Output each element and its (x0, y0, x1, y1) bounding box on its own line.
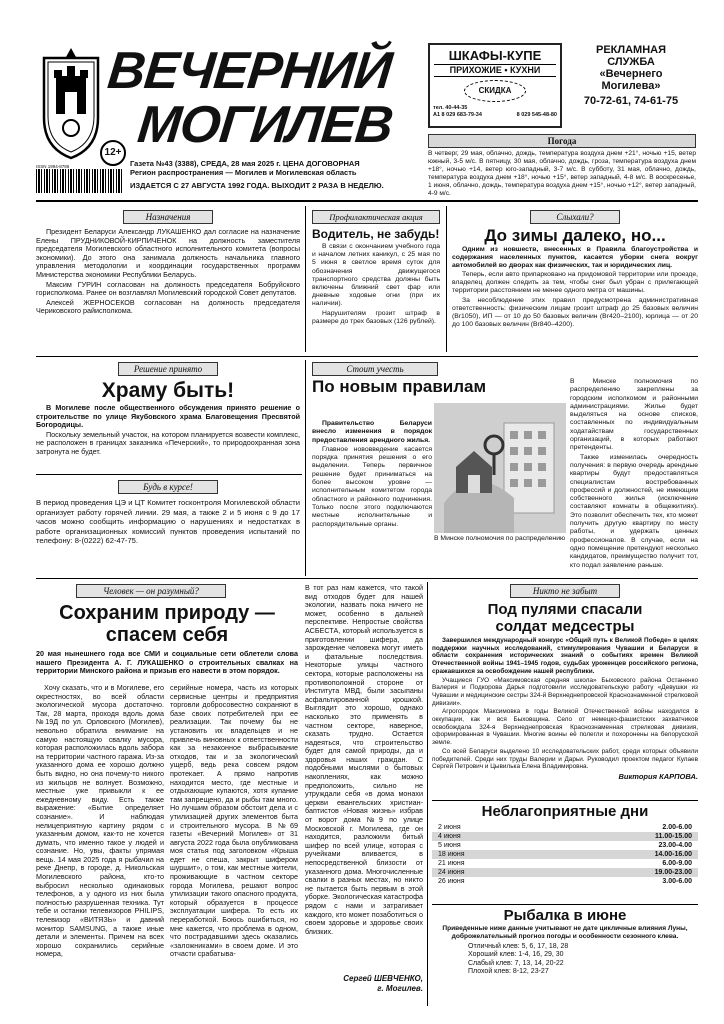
ad-line1: ШКАФЫ-КУПЕ (448, 48, 542, 63)
fishing-list (432, 943, 698, 977)
rules-lead: Правительство Беларуси внесло изменения в порядок предоставления арендного жилья. (312, 420, 432, 444)
issue-info (130, 159, 422, 177)
weather-header: Погода (428, 134, 696, 148)
forgotten-author: Виктория КАРПОВА. (618, 771, 698, 781)
nature-author-name: Сергей ШЕВЧЕНКО, (343, 974, 423, 983)
winter-p2: Теперь, если авто припарковано на придомовой территории или проезде, владелец должен следить за тем, чтобы снег был убран с прилегающей территории расстоянием не менее одного метра от машины. (452, 271, 698, 295)
bad-day-date: 21 июня (438, 860, 465, 867)
fishing-title: Рыбалка в июне (503, 907, 627, 924)
nature-col3: В тот раз нам кажется, что такой вид отходов будет для нашей экологии, назвать пока ничего не может, особенно в дальней перспективе. Непростые свойства АСБЕСТА, который используется в приготовлении шифера, да зарождение человека могут иметь и фатальные последствия. Некоторые улицы частного сектора, которые расположены на противоположной стороне от Института МВД, были засыпаны асфальтированной крошкой. Выглядит это хорошо, однако насколько это применять в частном секторе, наверное, сказать трудно. Остается надеяться, что строительство будет для самой природы, да и здоровья наших граждан. С подобными мыслями о бытовых накоплениях, как можно предположить, сильно не утруждали себя «в дома монахи церкви евангельских христиан-баптистов «Новая жизнь» избрав от ворот дома №9 по улице Московской г. Могилева, где он находится, разложили битый шифер по всей улице, которая с ручейками вливается, в непосредственной близости от указанного дома. Многочисленные свалки в разных местах, но никто не пытается быть первым в этой уборке. Экологическая катастрофа рядом с нами и затрагивает каждого, кто может позаботиться о своем здоровье и здоровье своих близких. (305, 584, 423, 936)
bad-day-time: 2.00-6.00 (662, 824, 692, 831)
appointments-p3: Алексей ЖЕРНОСЕКОВ согласован на должность председателя Чериковского райисполкома. (36, 297, 300, 316)
ad-service-line1: РЕКЛАМНАЯ (595, 44, 666, 56)
nature-col2: серийные номера, часть из которых сервисные центры и предприятия торговли добросовестно сохраняют в базе своих потребителей при ее реализации. Так почему бы не установить их владельцев и не привлечь виновных к ответственности как за незаконное выбрасывание отходов, так и за экологический ущерб, ведь река совсем рядом протекает. А прямо напротив находится место, где местные и отдыхающие купаются, хотя купание там запрещено, да и рыбы там много. Но лучшим образом обстоит дела и с утилизацией других элементов быта и строительного мусора. В №69 газеты «Вечерний Могилев» от 31 августа 2022 года была опубликована моя статья под заголовком «Крыша едет не спеша, закрыт шифером шуршит», о том, как местные жители, проживающие в частном секторе города Могилева, решают вопрос утилизации такого опасного продукта, который образуется в процессе эксплуатации шифера. То есть их переработкой. Боюсь ошибиться, но мне кажется, что проблема в одном, что пострадавшими здесь оказались «заложниками» в своем доме. И это отчасти срабатыва- (170, 684, 298, 959)
winter-p1: Одним из новшеств, внесенных в Правила благоустройства и содержания населенных пунктов, касается уборки снега вокруг автомобилей во дворах как физических, так и юридических лиц. (452, 246, 698, 270)
masthead-title-line1: ВЕЧЕРНИЙ (104, 42, 394, 100)
ad-line2: ПРИХОЖИЕ • КУХНИ (434, 64, 556, 77)
ad-discount: СКИДКА (478, 86, 512, 95)
course-article (36, 480, 300, 572)
temple-p2: Поскольку земельный участок, на котором планируется возвести комплекс, не расположен в границах заказника «Печерский», то природоохранная зона затронута не будет. (36, 429, 300, 456)
course-text: В период проведения ЦЭ и ЦТ Комитет госконтроля Могилевской области организует работу горячей линии. 29 мая, а также 2 и 5 июня с 9 до 17 часов можно сообщить информацию о нарушениях и недостатках в работе организационных комиссий пунктов проведения испытаний по телефону: 8-(0222) 62-47-75. (36, 498, 300, 546)
nature-col1: Хочу сказать, что и в Могилеве, его окрестностях, во всей области экологической мусора достаточно. Так, 28 марта, проходя вдоль дома №19Д по ул. Орловского (Могилев), невольно обратила внимание на самую настоящую свалку мусора, которая расположилась вдоль забора на территории частного гаража. Из-за указанного дома ее хорошо должно быть видно, но она почему-то никого из жильцов не волнует. Возможно, местные уже привыкли к ее ежедневному виду. Есть также выражение: «Бытие определяет сознание». И наблюдая нелицеприятную картину рядом с указанным домом, как-то не хочется думать, что именно такое у людей и сознание. Но, увы, факты упрямая вещь. 14 мая 2025 года я рыбачил на реке Днепр, в городе, д. Никольская Могилевского района, кто-то выбросил несколько одинаковых телефонов, а у одного из них была полностью разрушенная техника. Тут тебе и останки телевизоров PHILIPS, телевизор «ВИТЯЗЬ» и давний монитор SAMSUNG, а также иные детали и элементы. Причем на всех хорошо сохранились серийные номера, (36, 684, 164, 959)
fishing-label: Плохой клев: (468, 968, 513, 976)
weather-box (428, 134, 696, 204)
ad-service-phones: 70-72-61, 74-61-75 (583, 95, 679, 107)
bad-day-date: 4 июня (438, 833, 461, 840)
forgotten-tag: Никто не забыт (510, 584, 620, 598)
rules-p2: В Минске полномочия по распределению закреплены за городским исполкомом и районными администрациями. Жилье будет выделяться на основе списков, составленных по индивидуальным ходатайствам государственных организаций, в которых работают претенденты. (570, 378, 698, 452)
forgotten-p2: Агрогородок Максимовка в годы Великой Отечественной войны находился в оккупации, как и вся Быховщина. Село от немецко-фашистских захватчиков освобождала 324-я Верхнеднепровская Краснознаменная стрелковая дивизия, сформированная в Чувашии. Многие воины её полегли и похоронены на белорусской земле. (432, 708, 698, 747)
course-tag: Будь в курсе! (118, 480, 218, 494)
nature-lead: 20 мая нынешнего года все СМИ и социальные сети облетели слова нашего Президента А. Г. ЛУКАШЕНКО о строительных свалках на территории Минского района и призыв его навести в этом порядок. (36, 649, 298, 676)
ad-phone2: А1 8 029 683-79-34 (433, 112, 482, 118)
age-rating-text: 12+ (104, 147, 122, 158)
rules-p3: Также изменилась очередность получения: в первую очередь арендные квартиры будут предоставляться специалистам востребованных профессий и должностей, не имеющим собственного жилья (исключение составляют комнаты в общежитиях). Это позволит обеспечить тех, кто может получить другую квартиру по месту работы, и удержать ценных профессионалов. В случае, если на одно помещение претендуют несколько кандидатов, преимущество получит тот, кто подал заявление раньше. (570, 453, 698, 569)
weather-text: В четверг, 29 мая, облачно, дождь, температура воздуха днем +21°, ночью +15, ветер южный, 3-5 м/с. В пятницу, 30 мая, облачно, дождь, гроза, температура воздуха днем +18°, ночью +14, ветер юго-западный, 3-7 м/с. В субботу, 31 мая, облачно, дождь, температура воздуха днем +18°, ночью +15°, ветер западный, 4-8 м/с. В воскресенье, 1 июня, облачно, дождь, температура воздуха днем +15°, ночью +12°, ветер западный, 4-9 м/с. (428, 150, 696, 197)
prevention-headline: Водитель, не забудь! (312, 227, 440, 241)
prevention-p2: Нарушителям грозит штраф в размере до трех базовых (126 рублей). (312, 309, 440, 325)
bad-day-date: 26 июня (438, 878, 465, 885)
bad-days-title: Неблагоприятные дни (481, 803, 649, 820)
nature-headline1: Сохраним природу — (59, 602, 275, 624)
rules-tag: Стоит учесть (312, 362, 438, 376)
bad-day-row (432, 868, 698, 877)
forgotten-headline2: солдат медсестры (495, 618, 635, 635)
bad-day-time: 11.00-15.00 (655, 833, 692, 840)
fishing-value: 7, 13, 14, 20-22 (514, 959, 564, 967)
rules-headline: По новым правилам (312, 377, 487, 396)
fishing-label: Хороший клев: (468, 951, 519, 959)
appointments-tag: Назначения (123, 210, 213, 224)
bad-day-time: 23.00-4.00 (658, 842, 692, 849)
forgotten-p3: Со всей Беларуси выделено 10 исследовательских работ, среди которых объявили победителей. Среди них труды Валерии и Дарьи. Руководил проектом педагог Кулаев Сергей Петрович и Цывилька Елена Владимировна. (432, 747, 698, 771)
temple-p1: В Могилеве после общественного обсуждения принято решение о строительстве по улице Якубовского храма Благовещения Пресвятой Богородицы. (36, 403, 300, 430)
fishing-value: 1-4, 16, 29, 30 (518, 951, 564, 959)
ad-phone3: 8 029 545-48-80 (516, 112, 557, 118)
bad-day-time: 19.00-23.00 (654, 869, 692, 876)
fishing-label: Отличный клев: (468, 942, 522, 950)
fishing-label: Слабый клев: (468, 959, 515, 967)
forgotten-p1: Учащиеся ГУО «Максимовская средняя школа» Быховского района Останенко Валерия и Подкорова Дарья подготовили исследовательскую работу «Девушки из Чувашии и медицинские сестры 324-й Верхнеднепровской Краснознаменной стрелковой дивизии». (432, 676, 698, 707)
fishing-row (468, 951, 698, 960)
issn-barcode (36, 164, 124, 196)
ad-service-line3: «Вечернего (599, 68, 663, 80)
fishing-value: 8-12, 23-27 (512, 968, 549, 976)
keys-house-photo (434, 403, 566, 533)
bad-days-box (432, 803, 698, 905)
prevention-article (312, 210, 440, 350)
fishing-lead: Приведенные ниже данные учитывают не дате цикличные влияния Луны, доброжелательный прогноз погоды и особенности сезонного клева. (442, 925, 688, 940)
bad-day-row (432, 859, 698, 868)
ad-discount-badge (464, 80, 526, 102)
bad-days-list (432, 823, 698, 886)
nature-author-city: г. Могилев. (377, 984, 423, 993)
furniture-ad (428, 43, 562, 128)
appointments-p1: Президент Беларуси Александр ЛУКАШЕНКО дал согласие на назначение Елены ПРУДНИКОВОЙ-КИРПИЧЕНОК на должность заместителя председателя Могилевского областного исполнительного комитета (вопросы экономики). До этого она занимала должность начальника главного управления методологии и координации государственных программ Министерства экономики Республики Беларусь. (36, 227, 300, 279)
bad-day-row (432, 877, 698, 886)
rules-p2-a: В Минске полномочия по распределению (434, 535, 566, 542)
ad-phone1: тел. 40-44-35 (433, 105, 468, 111)
winter-tag: Слыхали? (530, 210, 620, 224)
appointments-article (36, 210, 300, 346)
nature-author (305, 974, 423, 994)
fishing-row (468, 968, 698, 977)
temple-tag: Решение принято (118, 362, 218, 376)
bad-day-row (432, 823, 698, 832)
winter-p3: За несоблюдение этих правил предусмотрена административная ответственность: физическим лицам грозит штраф до 25 базовых величин (Br1050), ИП — от 10 до 50 базовых величин (Br420–2100), юрлица — от 20 до 100 базовых величин (Br840–4200). (452, 296, 698, 328)
bad-day-time: 6.00-9.00 (662, 860, 692, 867)
bad-day-date: 24 июня (438, 869, 465, 876)
bad-day-row (432, 832, 698, 841)
age-rating-badge (100, 140, 126, 166)
bad-day-date: 2 июня (438, 824, 461, 831)
prevention-p1: В связи с окончанием учебного года и началом летних каникул, с 25 мая по 5 июня в светлое время суток для обозначения движущегося транспортного средства должны быть включены ближний свет фар или дневные ходовые огни (при их наличии). (312, 243, 440, 308)
masthead-title-line2: МОГИЛЕВ (134, 96, 396, 154)
ad-service-line4: Могилева» (601, 80, 661, 92)
since-line: ИЗДАЕТСЯ С 27 АВГУСТА 1992 ГОДА. ВЫХОДИТ 2 РАЗА В НЕДЕЛЮ. (130, 181, 384, 190)
appointments-p2: Максим ГУРИН согласован на должность председателя Бобруйского горисполкома. Ранее он возглавлял Могилевский городской Совет депутатов. (36, 279, 300, 298)
issue-line1: Газета №43 (3388), СРЕДА, 28 мая 2025 г. ЦЕНА ДОГОВОРНАЯ (130, 159, 360, 168)
coat-of-arms (40, 48, 102, 162)
bad-day-time: 3.00-6.00 (662, 878, 692, 885)
forgotten-lead: Завершился международный конкурс «Общий путь к Великой Победе» в целях поддержки научных исследований, стимулирования Чувашии и Беларуси в области сохранения исторических знаний о событиях времен Великой Отечественной войны 1941–1945 годов, судьбах уроженцев российского региона, сражавшихся за освобождение нашей республики. (432, 637, 698, 675)
winter-article (452, 210, 698, 350)
issn-text: ISSN 1994-8786 (36, 164, 70, 169)
bad-day-date: 18 июня (438, 851, 465, 858)
fishing-box (432, 907, 698, 1007)
forgotten-headline1: Под пулями спасали (487, 601, 643, 618)
prevention-tag: Профилактическая акция (312, 210, 440, 224)
rules-col2-bottom (434, 535, 566, 575)
rules-col1 (312, 420, 432, 574)
rules-p1: Главное нововведение касается порядка принятия решения о его выделении. Теперь первичное решение будет приниматься на более высоком уровне — исполнительным комитетом города областного и районного подчинения. Только после этого подключаются местные исполнительные и распорядительные органы. (312, 445, 432, 528)
bad-day-row (432, 850, 698, 859)
nature-tag: Человек — он разумный? (76, 584, 226, 598)
temple-article (36, 362, 300, 468)
ad-service-line2: СЛУЖБА (607, 56, 655, 68)
ad-service (566, 44, 696, 107)
forgotten-article (432, 584, 698, 798)
bad-day-date: 5 июня (438, 842, 461, 849)
temple-headline: Храму быть! (101, 379, 235, 402)
rules-col3 (570, 378, 698, 576)
nature-headline2: спасем себя (105, 624, 229, 646)
bad-day-time: 14.00-16.00 (654, 851, 692, 858)
bad-day-row (432, 841, 698, 850)
winter-headline: До зимы далеко, но... (484, 226, 666, 245)
fishing-value: 5, 6, 17, 18, 28 (521, 942, 569, 950)
issue-line2: Регион распространения — Могилев и Могилевская область (130, 168, 357, 177)
